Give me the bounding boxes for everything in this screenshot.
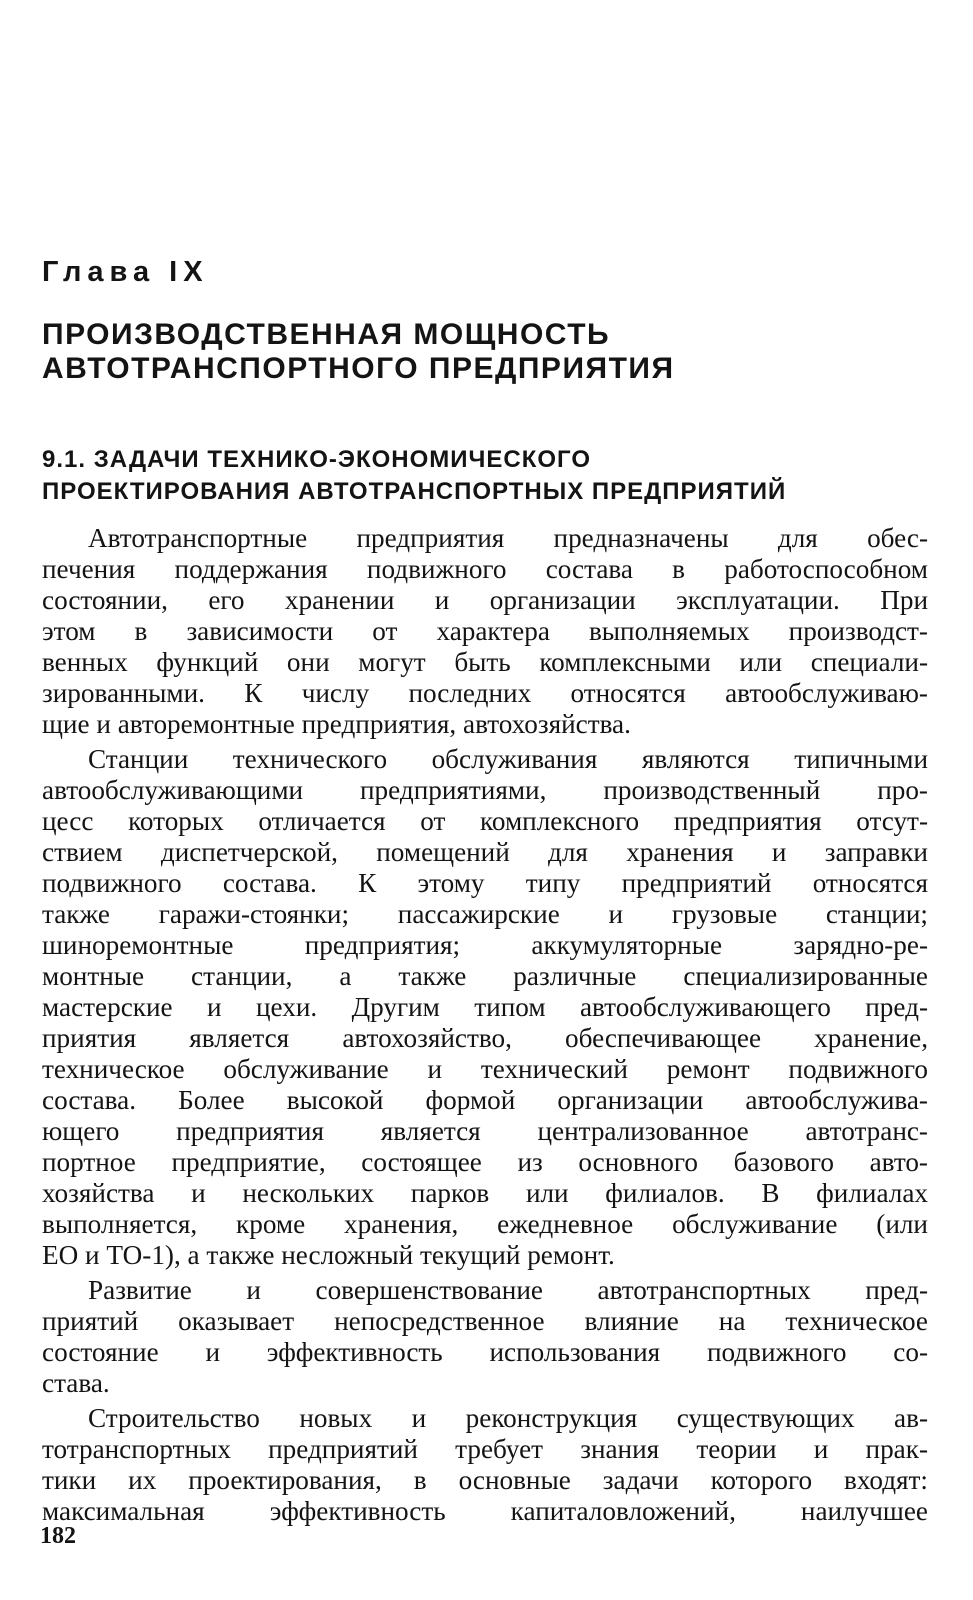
text-line: состояние и эффективность использования подвижного со- <box>42 1337 928 1367</box>
text-line: приятия является автохозяйство, обеспечивающее хранение, <box>42 1023 928 1053</box>
text-line: автообслуживающими предприятиями, производственный про- <box>42 775 928 805</box>
text-line: монтные станции, а также различные специализированные <box>42 961 928 991</box>
paragraph <box>42 1403 928 1527</box>
text-line: ствием диспетчерской, помещений для хранения и заправки <box>42 837 928 867</box>
paragraph <box>42 1275 928 1399</box>
body-text <box>42 523 928 1531</box>
paragraph <box>42 744 928 1271</box>
text-line: максимальная эффективность капиталовложений, наилучшее <box>42 1496 928 1526</box>
text-line: этом в зависимости от характера выполняемых производст- <box>42 616 928 646</box>
text-line: венных функций они могут быть комплексными или специали- <box>42 647 928 677</box>
text-line: щие и авторемонтные предприятия, автохозяйства. <box>42 709 631 739</box>
text-line: зированными. К числу последних относятся автообслуживаю- <box>42 678 928 708</box>
text-line: цесс которых отличается от комплексного предприятия отсут- <box>42 806 928 836</box>
text-line: подвижного состава. К этому типу предприятий относятся <box>42 868 928 898</box>
text-line: хозяйства и нескольких парков или филиалов. В филиалах <box>42 1178 928 1208</box>
text-line: состава. Более высокой формой организации автообслужива- <box>42 1085 928 1115</box>
text-line: ЕО и ТО-1), а также несложный текущий ремонт. <box>42 1240 615 1270</box>
text-line: выполняется, кроме хранения, ежедневное обслуживание (или <box>42 1209 928 1239</box>
chapter-label: Глава IX <box>42 256 209 288</box>
paragraph <box>42 523 928 740</box>
page-number: 182 <box>40 1523 76 1549</box>
section-title-line: 9.1. ЗАДАЧИ ТЕХНИКО-ЭКОНОМИЧЕСКОГО <box>42 446 592 473</box>
text-line: Станции технического обслуживания являются типичными <box>88 744 928 774</box>
text-line: портное предприятие, состоящее из основного базового авто- <box>42 1147 928 1177</box>
text-line: техническое обслуживание и технический ремонт подвижного <box>42 1054 928 1084</box>
chapter-title <box>42 318 942 386</box>
text-line: Развитие и совершенствование автотранспортных пред- <box>88 1275 928 1305</box>
text-line: мастерские и цехи. Другим типом автообслуживающего пред- <box>42 992 928 1022</box>
text-line: приятий оказывает непосредственное влияние на техническое <box>42 1306 928 1336</box>
chapter-title-line: АВТОТРАНСПОРТНОГО ПРЕДПРИЯТИЯ <box>42 352 675 385</box>
chapter-title-line: ПРОИЗВОДСТВЕННАЯ МОЩНОСТЬ <box>42 318 611 351</box>
text-line: ющего предприятия является централизованное автотранс- <box>42 1116 928 1146</box>
text-line: также гаражи-стоянки; пассажирские и грузовые станции; <box>42 899 928 929</box>
text-line: шиноремонтные предприятия; аккумуляторные зарядно-ре- <box>42 930 928 960</box>
text-line: става. <box>42 1368 110 1398</box>
text-line: тики их проектирования, в основные задачи которого входят: <box>42 1465 928 1495</box>
text-line: печения поддержания подвижного состава в работоспособном <box>42 554 928 584</box>
text-line: состоянии, его хранении и организации эксплуатации. При <box>42 585 928 615</box>
text-line: Автотранспортные предприятия предназначены для обес- <box>88 523 928 553</box>
text-line: Строительство новых и реконструкция существующих ав- <box>88 1403 928 1433</box>
text-line: тотранспортных предприятий требует знания теории и прак- <box>42 1434 928 1464</box>
section-title-line: ПРОЕКТИРОВАНИЯ АВТОТРАНСПОРТНЫХ ПРЕДПРИЯТИЙ <box>42 478 787 505</box>
section-title <box>42 444 942 508</box>
